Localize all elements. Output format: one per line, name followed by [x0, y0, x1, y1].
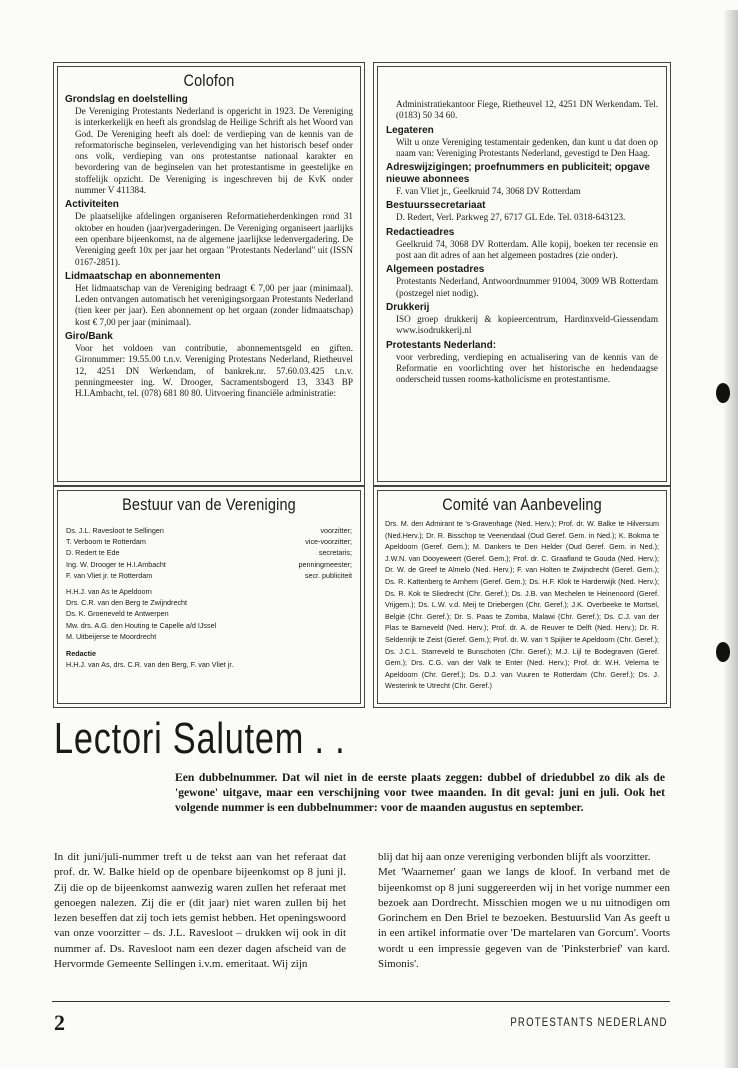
comite-list: Drs. M. den Admirant te 's-Gravenhage (Ned. Herv.); Prof. dr. W. Balke te Hilversum (Ned.Herv.); Dr. R. Bisschop te Veenendaal (Oud Geref. Gem. in Ned.); K. Bokma te Apeldoorn (Geref. Gem.); M. Dankers te Den Helder (Oud Geref. Gem. in Ned.); J.W.N. van Dooyeweert (Geref. Gem.); Prof. dr. C. Graafland te Gouda (Ned. Herv.); Dr. W. de Greef te Almelo (Ned. Herv.); F. van Holten te Zwijndrecht (Geref. Gem.); Ds. R. Kattenberg te Arnhem (Geref. Gem.); Ds. H.F. Klok te Harderwijk (Ned. Herv.); Ds. R. Kok te Sliedrecht (Chr. Geref.); Ds. J.B. van Mechelen te Heinenoord (Geref. Vrijgem.); Ds. L.W. v.d. Meij te Driebergen (Chr. Geref.); J.K. Overbeeke te Mortsel, België (Chr. Geref.); Dr. S. Paas te Zomba, Malawi (Chr. Geref.); Ds. C.J. van der Plas te Barneveld (Ned. Herv.); Prof. dr. A. de Reuver te Delft (Ned. Herv.); Dr. R. Seldenrijk te Zeist (Geref. Gem.); Prof. dr. W. van 't Spijker te Apeldoorn (Chr. Geref.); Ds. J.C.L. Starreveld te Bunschoten (Chr. Geref.); M.J. Lijl te Bodegraven (Geref. Gem.); Drs. C.G. van der Valk te Enter (Ned. Herv.); Prof. dr. W.H. Velema te Apeldoorn (Chr. Geref.); Ds. D.J. van Vuuren te Rotterdam (Chr. Geref.); Ds. J. Westerink te Utrecht (Chr. Geref.) — [385, 519, 659, 691]
section-body: Voor het voldoen van contributie, abonnementsgeld en giften. Gironummer: 19.55.00 t.n.v. Vereniging Protestans Nederland, Rietheuvel 12, 4251 DN Werkendam, of bankrek.nr. 57.60.03.425 t.n.v. penningmeester ing. W. Drooger, Sacramentsbogerd 13, 3343 BP H.I.Ambacht, tel. (078) 681 80 80. Uitvoering financiële administratie: — [75, 343, 353, 399]
section-body: Het lidmaatschap van de Vereniging bedraagt € 7,00 per jaar (minimaal). Leden ontvangen automatisch het verenigingsorgaan Protestants Nederland (tien keer per jaar). Een abonnement op het orgaan (zonder lidmaatschap) kost € 7,00 per jaar (minimaal). — [75, 282, 353, 327]
section-body: De Vereniging Protestants Nederland is opgericht in 1923. De Vereniging is interkerkelijk en heeft als grondslag de Heilige Schrift als het Woord van God. De Vereniging heeft als doel: de verdieping van de kennis van de reformatorische beginselen, verlevendiging van het historisch besef onder ons volk, verdieping van ons protestantse nationaal karakter en bevordering van de beginselen van het protestantisme in geestelijke en stoffelijk opzicht. De Vereniging is ingeschreven bij de KvK onder nummer V 411384. — [75, 106, 353, 196]
section-body: ISO groep drukkerij & kopieercentrum, Hardinxveld-Giessendam www.isodrukkerij.nl — [396, 313, 658, 336]
redactie-names: H.H.J. van As, drs. C.R. van den Berg, F. van Vliet jr. — [66, 660, 234, 670]
section-heading: Drukkerij — [386, 301, 430, 313]
officer-name: D. Redert te Ede — [66, 548, 120, 558]
section-body: De plaatselijke afdelingen organiseren Reformatieherdenkingen rond 31 oktober en houden (jaar)vergaderingen. De Vereniging organiseert jaarlijks een openbare bijeenkomst, na de algemene jaarlijkse ledenvergadering. De Vereniging geeft 10x per jaar het orgaan "Protestants Nederland" uit (ISSN 0167-2851). — [75, 211, 353, 267]
footer-rule — [52, 1001, 670, 1002]
section-heading: Protestants Nederland: — [386, 339, 497, 351]
contact-box — [373, 62, 671, 486]
comite-title: Comité van Aanbeveling — [442, 495, 602, 514]
section-body: F. van Vliet jr., Geelkruid 74, 3068 DV Rotterdam — [396, 186, 581, 197]
section-body: Geelkruid 74, 3068 DV Rotterdam. Alle kopij, boeken ter recensie en post aan dit adres of aan het algemeen postadres (zie onder). — [396, 238, 658, 261]
officer-row — [66, 559, 352, 570]
section-heading: Lidmaatschap en abonnementen — [65, 270, 221, 282]
article-col2-para1: blij dat hij aan onze vereniging verbonden blijft als voorzitter. — [378, 851, 651, 863]
officer-row — [66, 570, 352, 581]
officer-row — [66, 536, 352, 547]
officer-name: F. van Vliet jr. te Rotterdam — [66, 570, 153, 580]
member-name: M. Uitbeijerse te Moordrecht — [66, 631, 157, 641]
member-name: H.H.J. van As te Apeldoorn — [66, 587, 152, 597]
member-name: Ds. K. Groeneveld te Antwerpen — [66, 609, 169, 619]
section-body: Protestants Nederland, Antwoordnummer 91004, 3009 WB Rotterdam (postzegel niet nodig). — [396, 276, 658, 298]
colofon-title: Colofon — [183, 71, 235, 90]
section-heading: Grondslag en doelstelling — [65, 94, 188, 105]
section-heading: Giro/Bank — [65, 331, 113, 343]
officer-role: secr. publiciteit — [304, 570, 352, 580]
officer-row — [66, 547, 352, 558]
section-body: voor verbreding, verdieping en actualisering van de kennis van de Reformatie en voorlichting over het historische en hedendaagse onderscheid tussen rooms-katholicisme en protestantisme. — [396, 351, 658, 385]
page-edge — [724, 10, 738, 1068]
article-intro: Een dubbelnummer. Dat wil niet in de eerste plaats zeggen: dubbel of driedubbel zo dik als de 'gewone' uitgave, maar een verschijning voor twee maanden. In dit geval: juni en juli. Ook het volgende nummer is een dubbelnummer: voor de maanden augustus en september. — [175, 771, 665, 814]
section-heading: Legateren — [386, 124, 434, 136]
section-heading: Algemeen postadres — [386, 264, 485, 276]
section-body: Wilt u onze Vereniging testamentair gedenken, dan kunt u dat doen op naam van: Vereniging Protestants Nederland, gevestigd te Den Haag. — [396, 136, 658, 158]
member-name: Mw. drs. A.G. den Houting te Capelle a/d IJssel — [66, 620, 217, 630]
officer-name: Ds. J.L. Ravesloot te Sellingen — [66, 526, 164, 535]
article-column-1: In dit juni/juli-nummer treft u de tekst aan van het referaat dat prof. dr. W. Balke hield op de openbare bijeenkomst op 8 juni jl. Zij die op de bijeenkomst aanwezig waren zullen het referaat met genoegen nalezen. Zij die er (dit jaar) niet waren zullen bij het lezen beseffen dat zij toch iets gemist hebben. Het openingswoord van onze voorzitter – ds. J.L. Ravesloot – drukken wij ook in dit nummer af. Ds. Ravesloot nam een dezer dagen afscheid van de Hervormde Gemeente Sellingen i.v.m. emeritaat. Wij zijn — [54, 851, 346, 971]
member-name: Drs. C.R. van den Berg te Zwijndrecht — [66, 598, 188, 608]
officer-row — [66, 525, 352, 536]
binder-hole — [716, 383, 730, 403]
colofon-box — [53, 62, 365, 486]
article-column-2 — [378, 850, 670, 972]
publication-name: PROTESTANTS NEDERLAND — [510, 1015, 668, 1029]
bestuur-box — [53, 486, 365, 708]
comite-box — [373, 486, 671, 708]
binder-hole — [716, 642, 730, 662]
officer-role: secretaris; — [318, 548, 352, 558]
section-heading: Adreswijzigingen; proefnummers en publiciteit; opgave nieuwe abonnees — [386, 162, 650, 186]
section-heading: Redactieadres — [386, 226, 455, 238]
bestuur-title: Bestuur van de Vereniging — [122, 495, 296, 514]
officer-role: vice-voorzitter; — [305, 537, 352, 547]
section-heading: Activiteiten — [65, 199, 119, 211]
officer-role: voorzitter; — [320, 526, 352, 535]
admin-text: Administratiekantoor Fiege, Rietheuvel 12, 4251 DN Werkendam. Tel. (0183) 50 34 60. — [396, 99, 658, 121]
page-number: 2 — [54, 1010, 65, 1035]
officer-name: T. Verboom te Rotterdam — [66, 537, 146, 547]
article-col2-para2: Met 'Waarnemer' gaan we langs de kloof. In verband met de bijeenkomst op 8 juni suggereerden wij in het vorige nummer een bezoek aan Dordrecht. Misschien mogen we u nu uitnodigen om Gorinchem en Den Briel te bezoeken. Bestuurslid Van As geeft u in een artikel informatie over 'De martelaren van Gorcum'. Voorts wordt u een impressie gegeven van de 'Pinksterbrief' van kard. Simonis'. — [378, 866, 670, 971]
section-body: D. Redert, Verl. Parkweg 27, 6717 GL Ede. Tel. 0318-643123. — [396, 212, 626, 223]
officer-role: penningmeester; — [298, 559, 352, 569]
officer-name: Ing. W. Drooger te H.I.Ambacht — [66, 559, 166, 569]
section-heading: Bestuurssecretariaat — [386, 200, 486, 212]
article-headline: Lectori Salutem . . — [54, 714, 346, 763]
redactie-label: Redactie — [66, 649, 96, 659]
